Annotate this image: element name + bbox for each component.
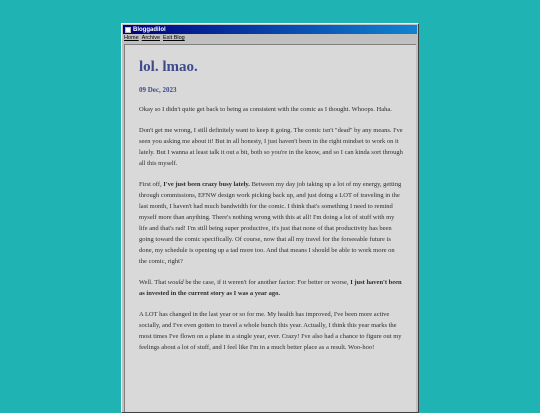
paragraph-5: A LOT has changed in the last year or so for me. My health has improved, I've been more active socially, and I've even gotten to travel a whole bunch this year. Actually, I think this year marks the most times I've flown on a plane in a single year, ever. Crazy! I've also had a chance to figure out my feelings about a lot of stuff, and I feel like I'm in a much better place as a result. Woo-hoo! [139,311,402,351]
paragraph-3-emphasis: I've just been crazy busy lately. [163,181,250,188]
paragraph-4-emphasis: I just haven't been as invested in the current story as I was a year ago. [139,279,402,297]
menu-archive[interactable]: Archive [141,35,161,41]
app-icon [125,27,131,33]
blog-window [121,23,419,413]
post-content[interactable] [124,44,416,412]
window-titlebar[interactable] [123,25,417,34]
menu-home[interactable]: Home [124,35,139,41]
window-title: Bloggadilol [133,26,166,33]
post-title: lol. lmao. [139,59,198,75]
paragraph-3-start: First off, [139,181,164,188]
paragraph-4-italic: would [167,279,184,286]
paragraph-3 [139,179,403,267]
paragraph-2: Don't get me wrong, I still definitely want to keep it going. The comic isn't "dead" by any means. I've seen you asking me about it! But in all honesty, I just haven't been in the right mindset to work on it lately. But I wanna at least talk it out a bit, both so you're in the know, and so I can kinda sort through all this myself. [139,127,403,167]
paragraph-4 [139,277,403,299]
paragraph-3-rest: Between my day job taking up a lot of my energy, getting through commissions, EFNW design work picking back up, and just doing a LOT of traveling in the last month, I haven't had much bandwidth for the comic. I think that's something I need to remind myself more than anything. There's nothing wrong with this at all! I'm doing a lot of stuff with my life and that's rad! I'm still being super productive, it's just that none of that productivity has been going toward the comic specifically. Of course, now that all my travel for the forseeable future is done, my schedule is opening up a tad more too. And that means I should be able to work more on the comic, right? [139,181,402,265]
paragraph-1: Okay so I didn't quite get back to being as consistent with the comic as I thought. Whoops. Haha. [139,106,392,113]
paragraph-4-start: Well. That [139,279,168,286]
menu-exit-blog[interactable]: Exit Blog [163,35,185,41]
menu-bar [122,34,418,42]
paragraph-4-middle: be the case, if it weren't for another factor: For better or worse, [183,279,351,286]
post-date: 09 Dec, 2023 [139,86,177,94]
